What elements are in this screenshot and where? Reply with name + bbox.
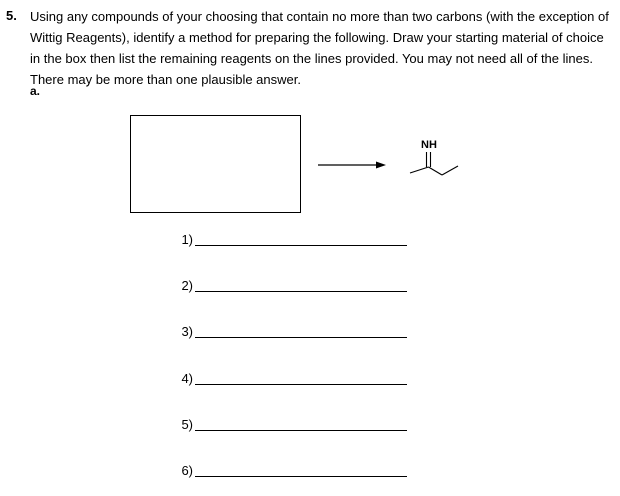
part-label: a.	[30, 84, 41, 98]
reagent-step-4	[160, 369, 420, 391]
right-ethyl-bond-2	[442, 166, 458, 175]
reagent-line[interactable]	[195, 384, 407, 385]
reagent-line[interactable]	[195, 291, 407, 292]
step-number: 5)	[181, 417, 193, 432]
question-text: Using any compounds of your choosing that contain no more than two carbons (with the exception of Wittig Reagents), identify a method for preparing the following. Draw your starting material of choice in the box then list the remaining reagents on the lines provided. You may not need all of the lines. There may be more than one plausible answer.	[30, 9, 609, 87]
reagent-step-5	[160, 415, 420, 437]
question-number: 5.	[6, 8, 17, 23]
reagent-step-1	[160, 230, 420, 252]
reaction-arrow	[318, 159, 386, 171]
step-number: 4)	[181, 371, 193, 386]
reagent-line[interactable]	[195, 430, 407, 431]
reagent-step-2	[160, 276, 420, 298]
step-number: 1)	[181, 232, 193, 247]
reagent-line[interactable]	[195, 245, 407, 246]
step-number: 2)	[181, 278, 193, 293]
reagent-step-6	[160, 461, 420, 483]
step-number: 6)	[181, 463, 193, 478]
reagent-line[interactable]	[195, 476, 407, 477]
product-imine-structure	[404, 136, 464, 180]
right-ethyl-bond-1	[429, 167, 443, 175]
step-number: 3)	[181, 324, 193, 339]
starting-material-box[interactable]	[130, 115, 301, 213]
reagent-step-3	[160, 322, 420, 344]
reagent-line[interactable]	[195, 337, 407, 338]
product-nh-label: NH	[421, 139, 437, 151]
left-methyl-bond	[410, 167, 429, 173]
